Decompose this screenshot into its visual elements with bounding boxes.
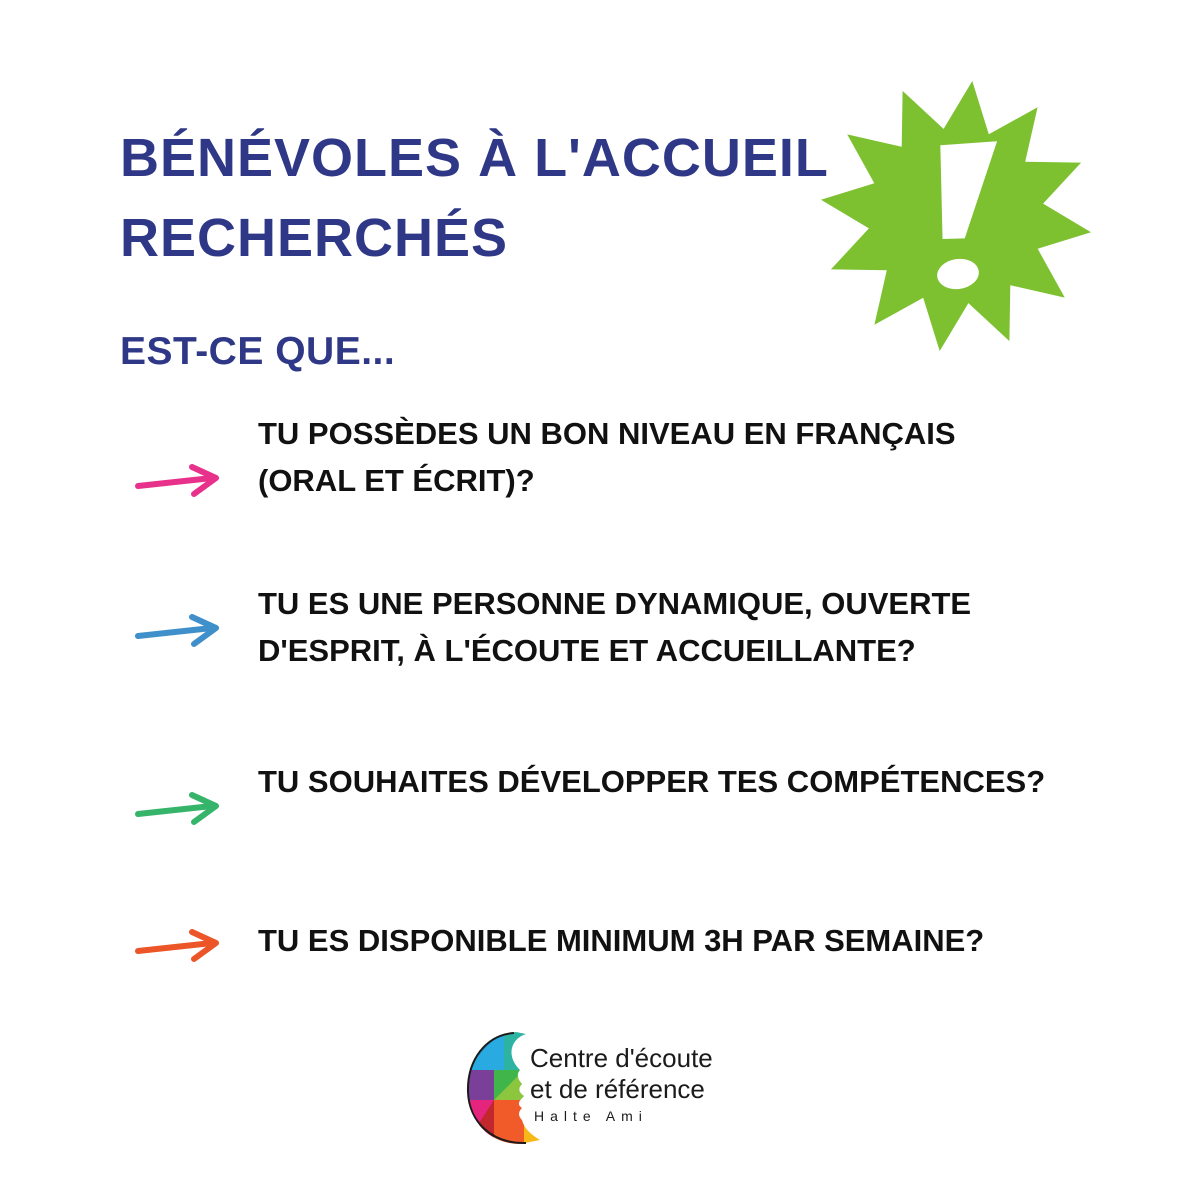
question-line: D'ESPRIT, À L'ÉCOUTE ET ACCUEILLANTE?	[258, 633, 916, 668]
question-line: TU ES UNE PERSONNE DYNAMIQUE, OUVERTE	[258, 586, 972, 621]
page-title: BÉNÉVOLES À L'ACCUEIL RECHERCHÉS	[120, 128, 828, 268]
question-text	[258, 410, 1078, 504]
logo-line-2: et de référence	[530, 1074, 705, 1104]
question-text	[258, 917, 1078, 964]
logo-tagline: Halte Ami	[534, 1108, 648, 1124]
organization-logo	[464, 1030, 764, 1146]
question-line: (ORAL ET ÉCRIT)?	[258, 463, 535, 498]
question-text	[258, 758, 1078, 805]
question-line: TU ES DISPONIBLE MINIMUM 3H PAR SEMAINE?	[258, 923, 985, 958]
question-line: TU POSSÈDES UN BON NIVEAU EN FRANÇAIS	[258, 416, 956, 451]
question-line: TU SOUHAITES DÉVELOPPER TES COMPÉTENCES?	[258, 764, 1046, 799]
arrow-right-icon	[134, 464, 226, 500]
subtitle: EST-CE QUE...	[120, 330, 396, 373]
arrow-right-icon	[134, 929, 226, 965]
logo-line-1: Centre d'écoute	[530, 1043, 713, 1073]
arrow-right-icon	[134, 614, 226, 650]
arrow-right-icon	[134, 792, 226, 828]
question-text	[258, 580, 1078, 674]
